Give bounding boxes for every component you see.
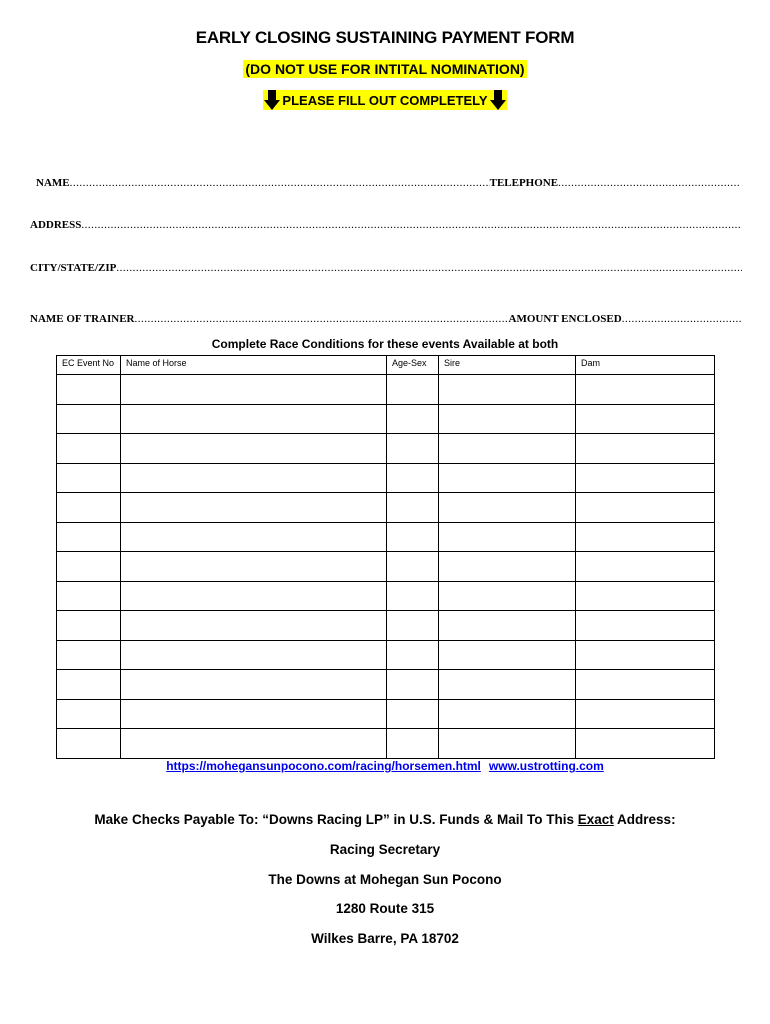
ec-event-no-cell[interactable] [57, 434, 121, 464]
ec-event-no-cell[interactable] [57, 611, 121, 641]
dam-cell[interactable] [576, 552, 715, 582]
sire-cell[interactable] [439, 670, 576, 700]
address-field[interactable] [81, 219, 742, 231]
sire-cell[interactable] [439, 552, 576, 582]
dam-cell[interactable] [576, 729, 715, 759]
ec-event-no-cell[interactable] [57, 552, 121, 582]
age-sex-cell[interactable] [387, 522, 439, 552]
age-sex-cell[interactable] [387, 581, 439, 611]
ustrotting-link[interactable]: www.ustrotting.com [488, 759, 604, 773]
race-conditions-instruction: Complete Race Conditions for these events Available at both [211, 337, 559, 351]
age-sex-cell[interactable] [387, 640, 439, 670]
ec-event-no-cell[interactable] [57, 581, 121, 611]
horse-name-cell[interactable] [121, 581, 387, 611]
dam-cell[interactable] [576, 434, 715, 464]
reference-links [0, 759, 770, 773]
sire-cell[interactable] [439, 699, 576, 729]
sire-cell[interactable] [439, 729, 576, 759]
table-row [57, 493, 715, 523]
city-state-zip-line [30, 262, 742, 278]
dam-cell[interactable] [576, 699, 715, 729]
age-sex-cell[interactable] [387, 729, 439, 759]
horsemen-link[interactable]: https://mohegansunpocono.com/racing/horsemen.html [166, 759, 481, 773]
table-row [57, 463, 715, 493]
age-sex-cell[interactable] [387, 611, 439, 641]
ec-event-no-cell[interactable] [57, 729, 121, 759]
down-arrow-icon [264, 90, 280, 110]
dam-cell[interactable] [576, 581, 715, 611]
name-label: NAME [36, 177, 70, 189]
horse-name-cell[interactable] [121, 611, 387, 641]
sire-cell[interactable] [439, 463, 576, 493]
sire-cell[interactable] [439, 640, 576, 670]
horse-name-cell[interactable] [121, 729, 387, 759]
sire-cell[interactable] [439, 611, 576, 641]
age-sex-cell[interactable] [387, 463, 439, 493]
address-line [30, 219, 742, 235]
city-state-zip-field[interactable] [116, 262, 742, 274]
dam-cell[interactable] [576, 404, 715, 434]
form-title: EARLY CLOSING SUSTAINING PAYMENT FORM [195, 28, 575, 47]
col-name-of-horse: Name of Horse [121, 356, 387, 375]
horse-name-cell[interactable] [121, 434, 387, 464]
ec-event-no-cell[interactable] [57, 493, 121, 523]
col-sire: Sire [439, 356, 576, 375]
table-row [57, 375, 715, 405]
horse-name-cell[interactable] [121, 552, 387, 582]
horse-name-cell[interactable] [121, 522, 387, 552]
age-sex-cell[interactable] [387, 493, 439, 523]
address-recipient: Racing Secretary [329, 842, 441, 857]
trainer-amount-line [30, 313, 742, 329]
ec-event-no-cell[interactable] [57, 375, 121, 405]
name-field[interactable] [70, 177, 490, 189]
age-sex-cell[interactable] [387, 552, 439, 582]
ec-event-no-cell[interactable] [57, 670, 121, 700]
entries-table [56, 355, 715, 759]
fill-out-text: PLEASE FILL OUT COMPLETELY [282, 92, 488, 108]
horse-name-cell[interactable] [121, 640, 387, 670]
sire-cell[interactable] [439, 493, 576, 523]
name-telephone-line [36, 177, 740, 193]
amount-label: AMOUNT ENCLOSED [508, 313, 622, 325]
horse-name-cell[interactable] [121, 699, 387, 729]
col-ec-event-no: EC Event No [57, 356, 121, 375]
table-row [57, 670, 715, 700]
address-label: ADDRESS [30, 219, 82, 231]
ec-event-no-cell[interactable] [57, 522, 121, 552]
horse-name-cell[interactable] [121, 375, 387, 405]
sire-cell[interactable] [439, 434, 576, 464]
city-state-zip-label: CITY/STATE/ZIP [30, 262, 117, 274]
age-sex-cell[interactable] [387, 434, 439, 464]
dam-cell[interactable] [576, 463, 715, 493]
ec-event-no-cell[interactable] [57, 463, 121, 493]
subtitle-warning: (DO NOT USE FOR INTITAL NOMINATION) [245, 61, 525, 77]
horse-name-cell[interactable] [121, 670, 387, 700]
sire-cell[interactable] [439, 404, 576, 434]
fill-out-note [263, 90, 506, 110]
table-row [57, 640, 715, 670]
trainer-field[interactable] [135, 313, 509, 325]
dam-cell[interactable] [576, 493, 715, 523]
age-sex-cell[interactable] [387, 375, 439, 405]
age-sex-cell[interactable] [387, 404, 439, 434]
table-row [57, 729, 715, 759]
table-row [57, 581, 715, 611]
exact-emphasis: Exact [577, 812, 614, 827]
ec-event-no-cell[interactable] [57, 404, 121, 434]
horse-name-cell[interactable] [121, 463, 387, 493]
sire-cell[interactable] [439, 522, 576, 552]
age-sex-cell[interactable] [387, 699, 439, 729]
dam-cell[interactable] [576, 670, 715, 700]
amount-field[interactable] [622, 313, 742, 325]
address-street: 1280 Route 315 [335, 901, 435, 916]
dam-cell[interactable] [576, 611, 715, 641]
col-dam: Dam [576, 356, 715, 375]
sire-cell[interactable] [439, 375, 576, 405]
table-row [57, 699, 715, 729]
sire-cell[interactable] [439, 581, 576, 611]
dam-cell[interactable] [576, 522, 715, 552]
dam-cell[interactable] [576, 375, 715, 405]
trainer-label: NAME OF TRAINER [30, 313, 135, 325]
telephone-field[interactable] [558, 177, 740, 189]
age-sex-cell[interactable] [387, 670, 439, 700]
ec-event-no-cell[interactable] [57, 640, 121, 670]
dam-cell[interactable] [576, 640, 715, 670]
horse-name-cell[interactable] [121, 493, 387, 523]
col-age-sex: Age-Sex [387, 356, 439, 375]
horse-name-cell[interactable] [121, 404, 387, 434]
address-organization: The Downs at Mohegan Sun Pocono [268, 872, 502, 887]
table-header-row [57, 356, 715, 375]
telephone-label: TELEPHONE [489, 177, 559, 189]
ec-event-no-cell[interactable] [57, 699, 121, 729]
address-city: Wilkes Barre, PA 18702 [311, 931, 459, 946]
table-row [57, 522, 715, 552]
payable-instruction: Make Checks Payable To: “Downs Racing LP” in U.S. Funds & Mail To This Exact Address: [94, 812, 676, 827]
down-arrow-icon [490, 90, 506, 110]
table-row [57, 404, 715, 434]
table-row [57, 611, 715, 641]
table-row [57, 552, 715, 582]
table-row [57, 434, 715, 464]
